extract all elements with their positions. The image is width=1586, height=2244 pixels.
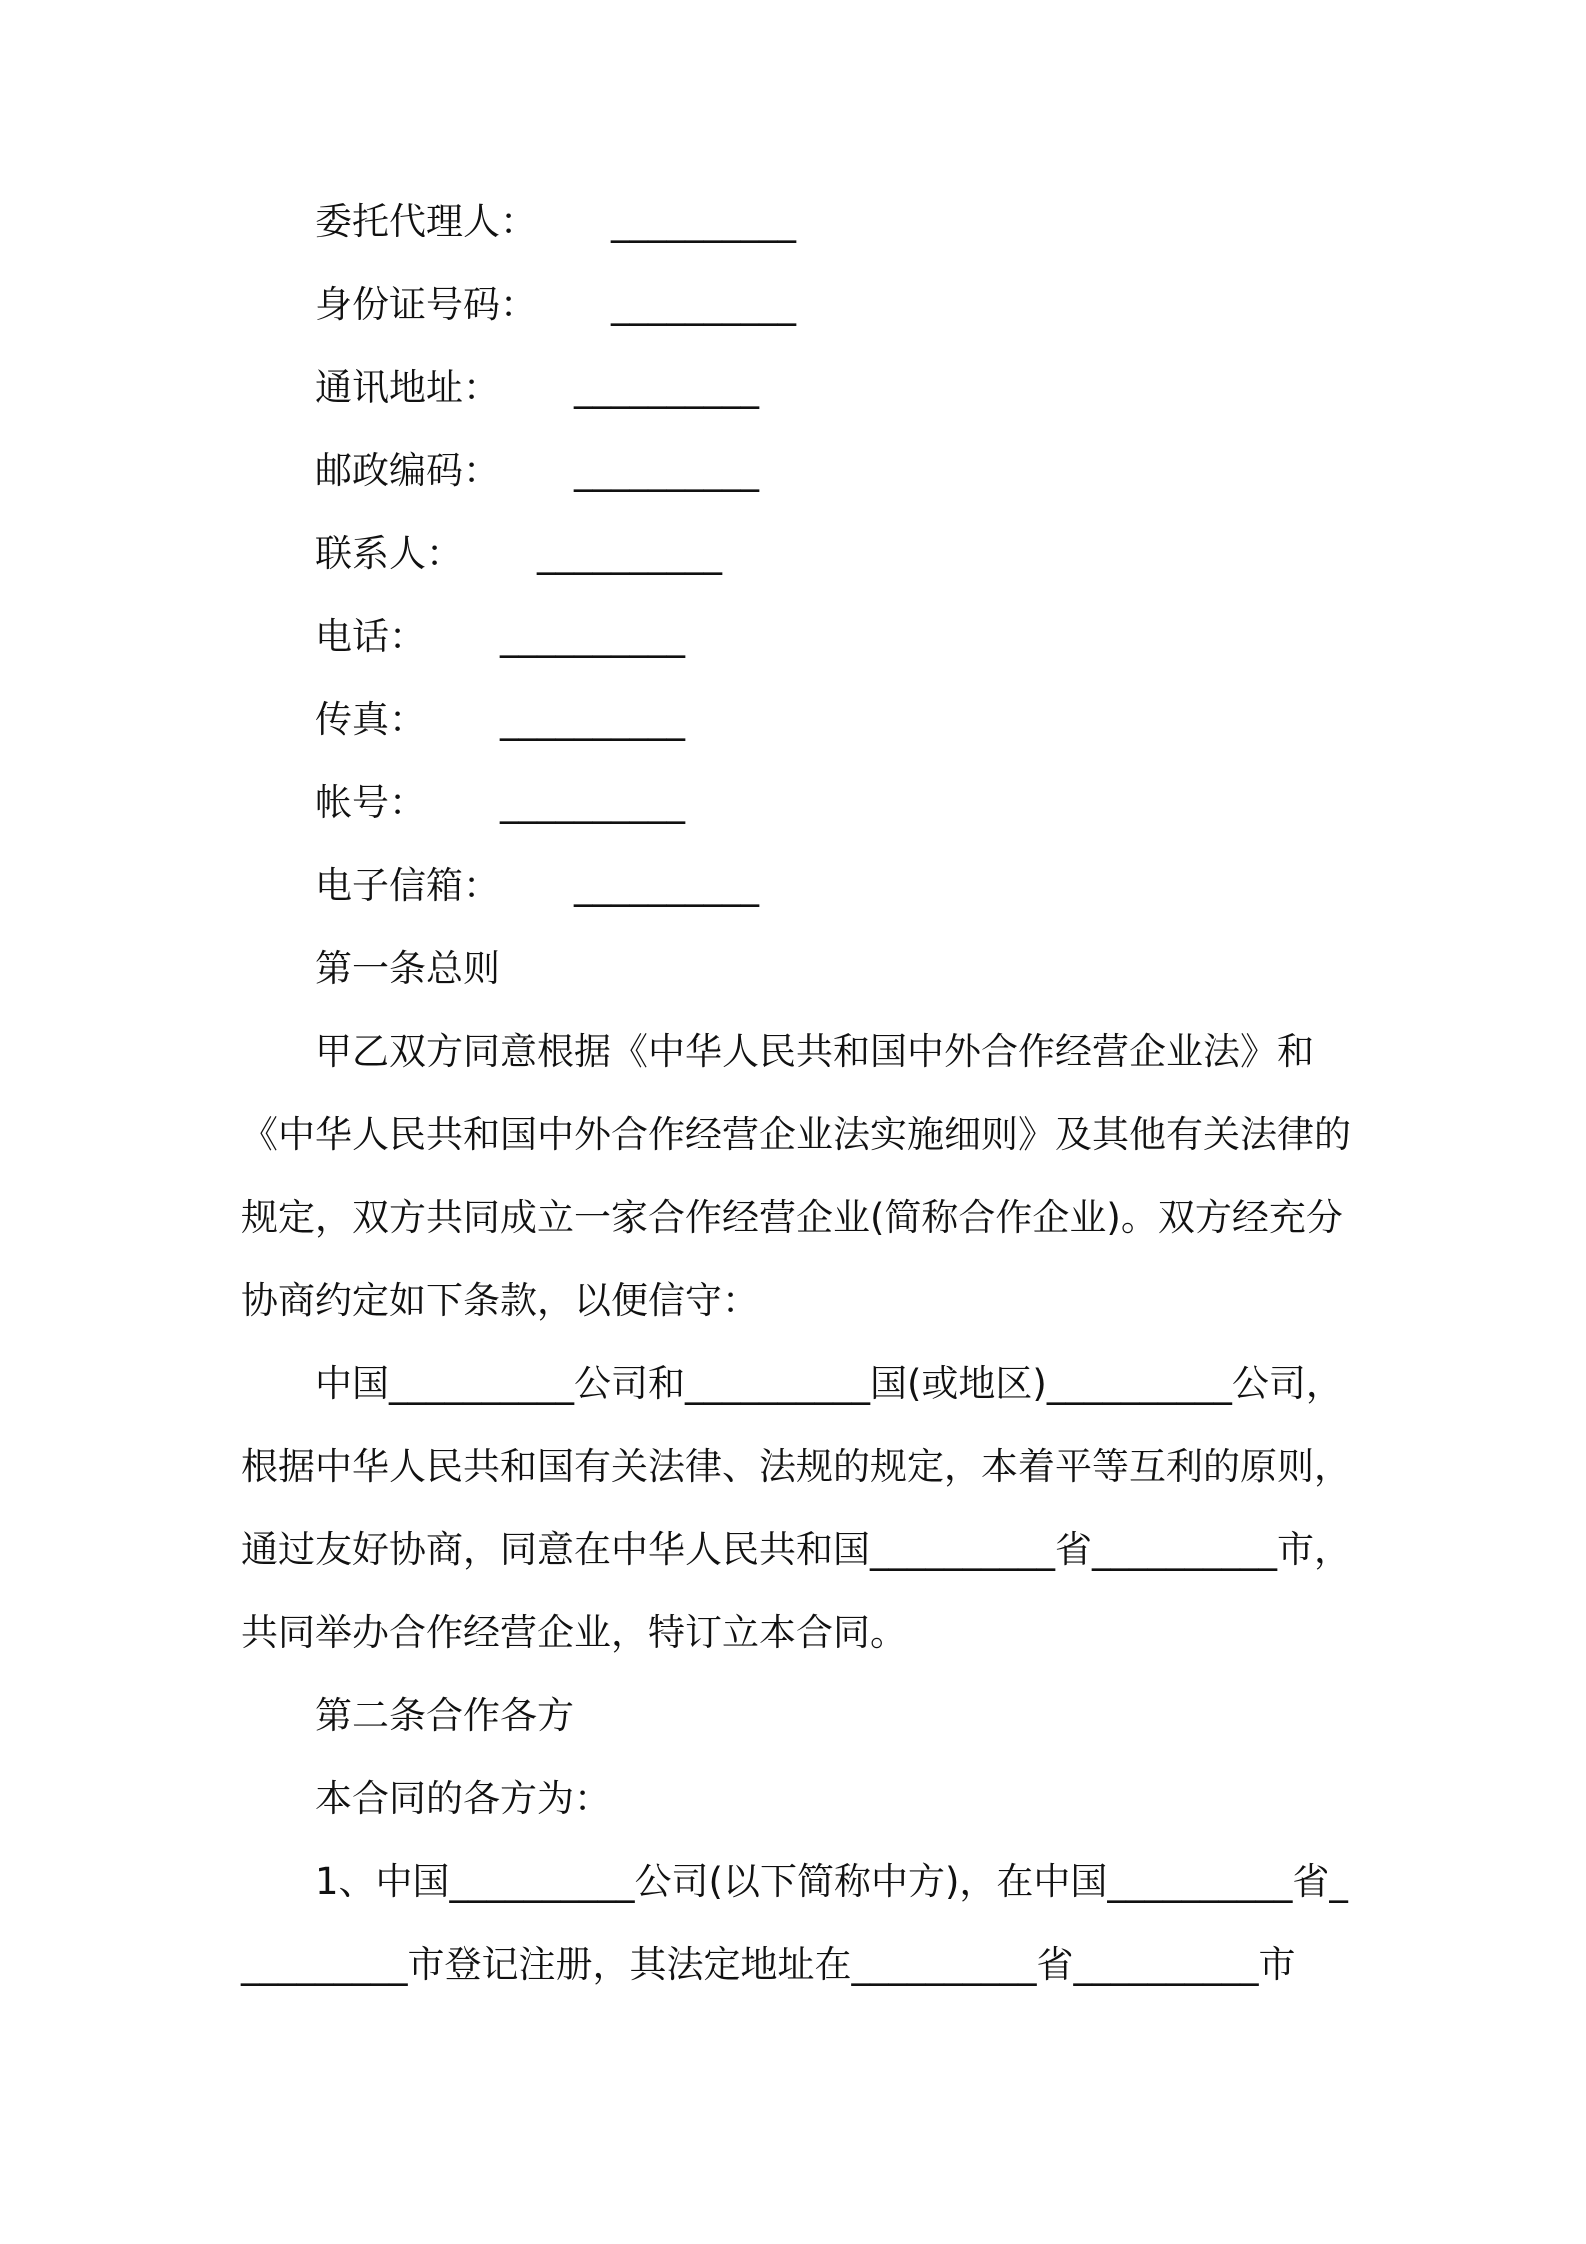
- field-label: 身份证号码：: [315, 283, 537, 326]
- field-label: 邮政编码：: [315, 449, 500, 492]
- article1-paragraph: 中国__________公司和__________国(或地区)__________公司，根据中华人民共和国有关法律、法规的规定，本着平等互利的原则，通过友好协商，同意在中华人民共和国__________省__________市，共同举办合作经营企业，特订立本合同。: [241, 1362, 1351, 1654]
- field-blank: __________: [574, 366, 759, 409]
- article2-intro: 本合同的各方为：: [315, 1777, 611, 1820]
- field-blank: __________: [500, 781, 685, 824]
- field-account: [241, 761, 1361, 844]
- field-label: 电话：: [315, 615, 426, 658]
- field-blank: __________: [537, 532, 722, 575]
- document-body: [241, 180, 1361, 2006]
- field-email: [241, 844, 1361, 927]
- article2-heading: 第二条合作各方: [315, 1694, 574, 1737]
- field-postcode: [241, 429, 1361, 512]
- field-agent: [241, 180, 1361, 263]
- field-contact: [241, 512, 1361, 595]
- field-label: 委托代理人：: [315, 200, 537, 243]
- field-label: 传真：: [315, 698, 426, 741]
- field-blank: __________: [574, 449, 759, 492]
- field-id-number: [241, 263, 1361, 346]
- field-label: 通讯地址：: [315, 366, 500, 409]
- article1-heading: 第一条总则: [315, 947, 500, 990]
- field-label: 电子信箱：: [315, 864, 500, 907]
- field-blank: __________: [611, 200, 796, 243]
- field-address: [241, 346, 1361, 429]
- article1-paragraph: 甲乙双方同意根据《中华人民共和国中外合作经营企业法》和《中华人民共和国中外合作经营企业法实施细则》及其他有关法律的规定，双方共同成立一家合作经营企业(简称合作企业)。双方经充分协商约定如下条款，以便信守：: [241, 1030, 1351, 1322]
- field-blank: __________: [500, 698, 685, 741]
- field-label: 联系人：: [315, 532, 463, 575]
- field-label: 帐号：: [315, 781, 426, 824]
- article2-item: 1、中国__________公司(以下简称中方)，在中国__________省__________市登记注册，其法定地址在__________省__________市: [241, 1860, 1348, 1986]
- field-blank: __________: [500, 615, 685, 658]
- field-phone: [241, 595, 1361, 678]
- field-blank: __________: [574, 864, 759, 907]
- field-blank: __________: [611, 283, 796, 326]
- field-fax: [241, 678, 1361, 761]
